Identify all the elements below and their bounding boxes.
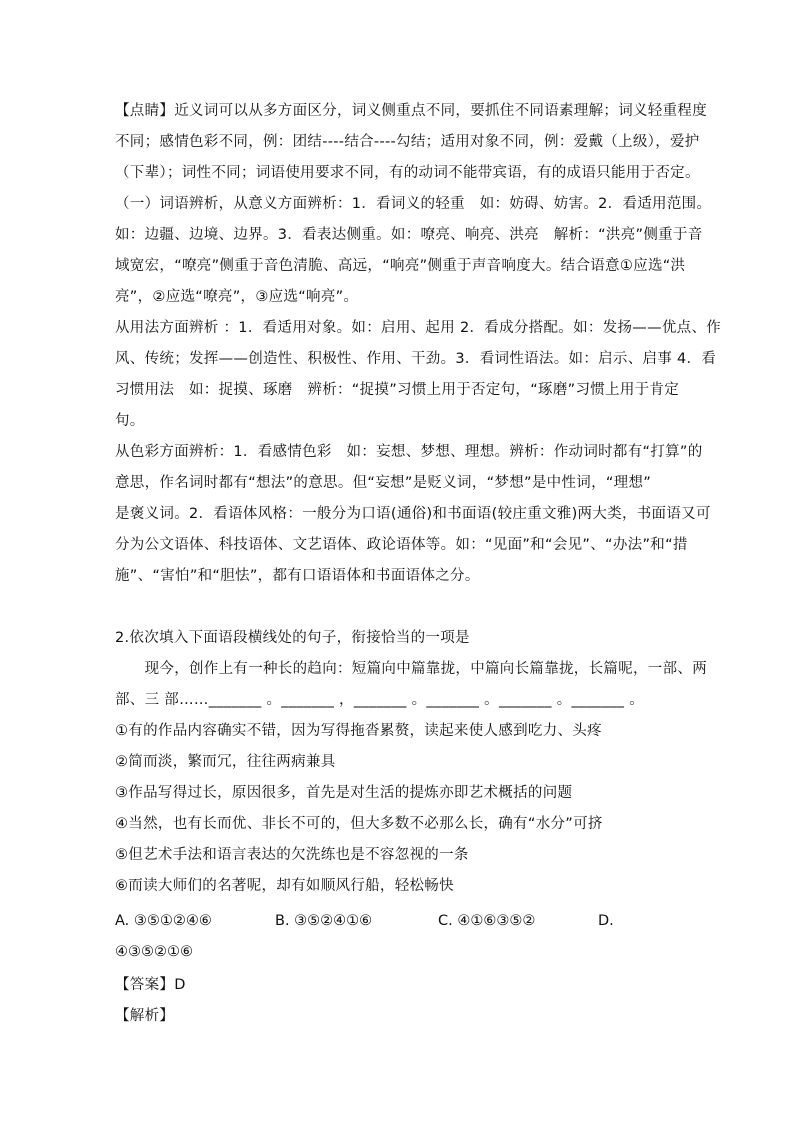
- dianjing-line-3: （下辈）；词性不同；词语使用要求不同，有的动词不能带宾语，有的成语只能用于否定。: [115, 165, 700, 181]
- dianjing-line-6: 域宽宏，“嘹亮”侧重于音色清脆、高远，“响亮”侧重于声音响度大。结合语意①应选“洪: [115, 258, 686, 274]
- option-a: A. ③⑤①②④⑥: [115, 913, 212, 929]
- question-stem: 2.依次填入下面语段横线处的句子，衔接恰当的一项是: [115, 630, 470, 646]
- sentence-3: ③作品写得过长，原因很多，首先是对生活的提炼亦即艺术概括的问题: [115, 785, 573, 801]
- dianjing-line-11: 句。: [115, 413, 145, 429]
- sentence-1: ①有的作品内容确实不错，因为写得拖沓累赘，读起来使人感到吃力、头疼: [115, 723, 602, 739]
- sentence-5: ⑤但艺术手法和语言表达的欠洗练也是不容忽视的一条: [115, 847, 469, 863]
- dianjing-line-2: 不同；感情色彩不同，例：团结----结合----勾结；适用对象不同，例：爱戴（上级），爱护: [115, 134, 700, 150]
- dianjing-line-16: 施”、“害怕”和“胆怯”，都有口语语体和书面语体之分。: [115, 568, 480, 584]
- sentence-4: ④当然，也有长而优、非长不可的，但大多数不必那么长，确有“水分”可挤: [115, 816, 603, 832]
- option-c: C. ④①⑥③⑤②: [438, 913, 536, 929]
- answer: 【答案】D: [115, 977, 186, 993]
- passage-line-2: 部、三 部……_______ 。_______ ，_______ 。_______ 。_______ 。_______ 。: [115, 692, 645, 708]
- dianjing-line-14: 是褒义词。2．看语体风格：一般分为口语(通俗)和书面语(较庄重文雅)两大类，书面语又可: [115, 506, 711, 522]
- dianjing-line-5: 如：边疆、边境、边界。3．看表达侧重。如：嘹亮、响亮、洪亮 解析：“洪亮”侧重于音: [115, 227, 703, 243]
- dianjing-line-13: 意思，作名词时都有“想法”的意思。但“妄想”是贬义词，“梦想”是中性词，“理想”: [115, 475, 652, 491]
- dianjing-line-1: 【点睛】近义词可以从多方面区分，词义侧重点不同，要抓住不同语素理解；词义轻重程度: [115, 103, 707, 119]
- analysis-heading: 【解析】: [115, 1008, 175, 1024]
- dianjing-line-15: 分为公文语体、科技语体、文艺语体、政论语体等。如：“见面”和“会见”、“办法”和“措: [115, 537, 688, 553]
- option-d-letter: D.: [598, 913, 614, 929]
- option-b: B. ③⑤②④①⑥: [275, 913, 373, 929]
- dianjing-line-4: （一）词语辨析，从意义方面辨析：1．看词义的轻重 如：妨碍、妨害。2．看适用范围。: [115, 196, 712, 212]
- sentence-6: ⑥而读大师们的名著呢，却有如顺风行船，轻松畅快: [115, 878, 454, 894]
- dianjing-line-7: 亮”，②应选“嘹亮”，③应选“响亮”。: [115, 289, 359, 305]
- dianjing-line-8: 从用法方面辨析 ：1．看适用对象。如：启用、起用 2．看成分搭配。如：发扬——优点、作: [115, 320, 722, 336]
- dianjing-line-10: 习惯用法 如：捉摸、琢磨 辨析：“捉摸”习惯上用于否定句，“琢磨”习惯上用于肯定: [115, 382, 680, 398]
- passage-line-1: 现今，创作上有一种长的趋向：短篇向中篇靠拢，中篇向长篇靠拢，长篇呢，一部、两: [115, 661, 707, 677]
- dianjing-line-12: 从色彩方面辨析：1．看感情色彩 如：妄想、梦想、理想。辨析：作动词时都有“打算”的: [115, 444, 703, 460]
- option-d-value: ④③⑤②①⑥: [115, 944, 193, 960]
- dianjing-line-9: 风、传统；发挥——创造性、积极性、作用、干劲。3．看词性语法。如：启示、启事 4．看: [115, 351, 717, 367]
- sentence-2: ②简而淡，繁而冗，往往两病兼具: [115, 754, 336, 770]
